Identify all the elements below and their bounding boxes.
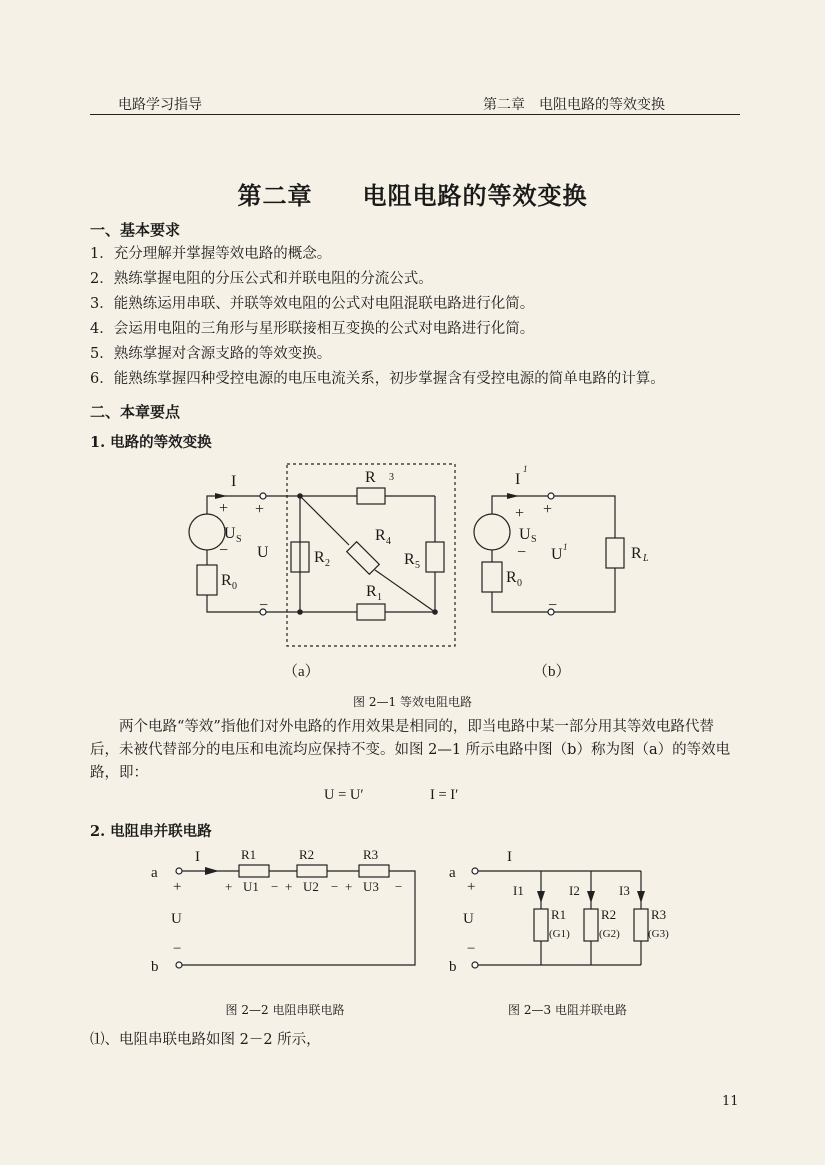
fig1-label-R0: R xyxy=(221,572,232,589)
fig1-label-source-plus: + xyxy=(219,500,229,517)
fig1-label-R4-sub: 4 xyxy=(386,536,391,547)
fig2-label-minus: − xyxy=(173,941,182,957)
fig3-label-I3: I3 xyxy=(619,883,630,898)
fig1-label-R3: R xyxy=(365,469,376,486)
fig2-label-minus-3: − xyxy=(395,879,403,894)
dashed-network-box xyxy=(287,464,455,646)
fig3-label-R2: R2 xyxy=(601,907,617,922)
series-intro-line: ⑴、电阻串联电路如图 2－2 所示， xyxy=(90,1032,321,1048)
req-item-2: 2．熟练掌握电阻的分压公式和并联电阻的分流公式。 xyxy=(90,271,433,287)
fig3-label-R3: R3 xyxy=(651,907,667,922)
fig2-label-U: U xyxy=(171,911,182,927)
equation-i: I = I′ xyxy=(430,787,459,803)
fig1-label-R4: R xyxy=(375,527,386,544)
fig1b-label-minus: − xyxy=(548,597,558,614)
fig3-label-I: I xyxy=(507,849,512,865)
fig1b-label-plus: + xyxy=(543,501,553,518)
fig3-label-U: U xyxy=(463,911,474,927)
fig2-label-b: b xyxy=(151,959,159,975)
fig2-label-R3: R3 xyxy=(363,847,379,862)
fig1b-label-U-prime: 1 xyxy=(563,542,568,552)
header-rule xyxy=(90,114,740,115)
fig3-label-R1: R1 xyxy=(551,907,567,922)
section1-heading: 一、基本要求 xyxy=(90,221,181,239)
req-item-4: 4．会运用电阻的三角形与星形联接相互变换的公式对电路进行化简。 xyxy=(90,321,535,337)
figure-2-1 xyxy=(185,458,649,688)
fig1b-label-RL-sub: L xyxy=(643,553,649,564)
fig1-label-R2: R xyxy=(314,549,325,566)
req-item-1: 1．充分理解并掌握等效电路的概念。 xyxy=(90,246,332,262)
fig1-label-plus: + xyxy=(255,501,265,518)
subsection-2-heading: 2. 电阻串并联电路 xyxy=(90,823,212,840)
fig1-label-R3-sub: 3 xyxy=(389,472,394,483)
fig1-label-Us: U xyxy=(224,525,236,542)
fig1b-label-U: U xyxy=(551,546,563,563)
fig1b-label-Us-sub: S xyxy=(531,534,537,545)
fig1-label-R5: R xyxy=(404,551,415,568)
subsection-1-heading: 1. 电路的等效变换 xyxy=(90,434,212,451)
fig1-label-source-minus: − xyxy=(219,542,229,559)
chapter-title: 第二章 电阻电路的等效变换 xyxy=(237,181,588,210)
fig1b-label-I-prime: 1 xyxy=(523,464,528,474)
fig1-label-U: U xyxy=(257,544,269,561)
fig1b-label-R0-sub: 0 xyxy=(517,578,522,589)
req-item-5: 5．熟练掌握对含源支路的等效变换。 xyxy=(90,346,332,362)
fig1-label-R2-sub: 2 xyxy=(325,558,330,569)
fig1-label-R5-sub: 5 xyxy=(415,560,420,571)
fig3-label-I1: I1 xyxy=(513,883,524,898)
fig1-label-R1-sub: 1 xyxy=(377,592,382,603)
fig2-label-U3: U3 xyxy=(363,879,379,894)
fig1-label-a: （a） xyxy=(283,664,320,680)
fig3-label-a: a xyxy=(449,865,456,881)
fig1b-label-source-plus: + xyxy=(515,505,525,522)
fig1b-label-Us: U xyxy=(519,526,531,543)
fig1-label-b: （b） xyxy=(533,664,571,680)
fig3-label-b: b xyxy=(449,959,457,975)
fig1-label-R1: R xyxy=(366,583,377,600)
fig3-label-plus: + xyxy=(467,879,476,895)
figure-2-1-caption: 图 2—1 等效电阻电路 xyxy=(353,695,472,709)
fig1-label-minus: − xyxy=(259,597,269,614)
req-item-3: 3．能熟练运用串联、并联等效电阻的公式对电阻混联电路进行化简。 xyxy=(90,296,535,312)
header-left: 电路学习指导 xyxy=(118,97,202,113)
fig3-label-G1: (G1) xyxy=(549,928,570,940)
header-right: 第二章 电阻电路的等效变换 xyxy=(483,97,665,113)
fig3-label-minus: − xyxy=(467,941,476,957)
equivalence-paragraph: 两个电路“等效”指他们对外电路的作用效果是相同的，即当电路中某一部分用其等效电路代替后，未被代替部分的电压和电流均应保持不变。如图 2—1 所示电路中图（b）称为图（a）的等效电路，即： xyxy=(90,719,731,781)
fig2-label-minus-1: − xyxy=(271,879,279,894)
fig1-label-Us-sub: S xyxy=(236,534,242,545)
figure-2-3 xyxy=(445,843,680,978)
figure-2-3-caption: 图 2—3 电阻并联电路 xyxy=(508,1003,627,1017)
fig1-label-R0-sub: 0 xyxy=(232,581,237,592)
fig3-label-I2: I2 xyxy=(569,883,580,898)
fig2-label-plus: + xyxy=(173,879,182,895)
req-item-6: 6．能熟练掌握四种受控电源的电压电流关系，初步掌握含有受控电源的简单电路的计算。 xyxy=(90,371,665,387)
fig2-label-I: I xyxy=(195,849,200,865)
figure-2-2 xyxy=(145,843,425,978)
fig1-label-I: I xyxy=(231,473,237,490)
fig3-label-G2: (G2) xyxy=(599,928,620,940)
figure-2-2-caption: 图 2—2 电阻串联电路 xyxy=(225,1003,345,1017)
fig1b-label-I: I xyxy=(515,471,521,488)
fig2-label-plus-2: + xyxy=(285,879,293,894)
fig3-label-G3: (G3) xyxy=(648,928,669,940)
fig2-label-U1: U1 xyxy=(243,879,259,894)
page-number: 11 xyxy=(722,1094,739,1109)
fig2-label-plus-1: + xyxy=(225,879,233,894)
fig2-label-R1: R1 xyxy=(241,847,257,862)
section2-heading: 二、本章要点 xyxy=(90,403,181,421)
fig2-label-a: a xyxy=(151,865,158,881)
fig2-label-U2: U2 xyxy=(303,879,319,894)
fig2-label-minus-2: − xyxy=(331,879,339,894)
fig2-label-R2: R2 xyxy=(299,847,315,862)
fig1b-label-source-minus: − xyxy=(517,544,527,561)
fig1b-label-RL: R xyxy=(631,545,642,562)
fig2-label-plus-3: + xyxy=(345,879,353,894)
equation-u: U = U′ xyxy=(324,787,364,803)
fig1b-label-R0: R xyxy=(506,569,517,586)
